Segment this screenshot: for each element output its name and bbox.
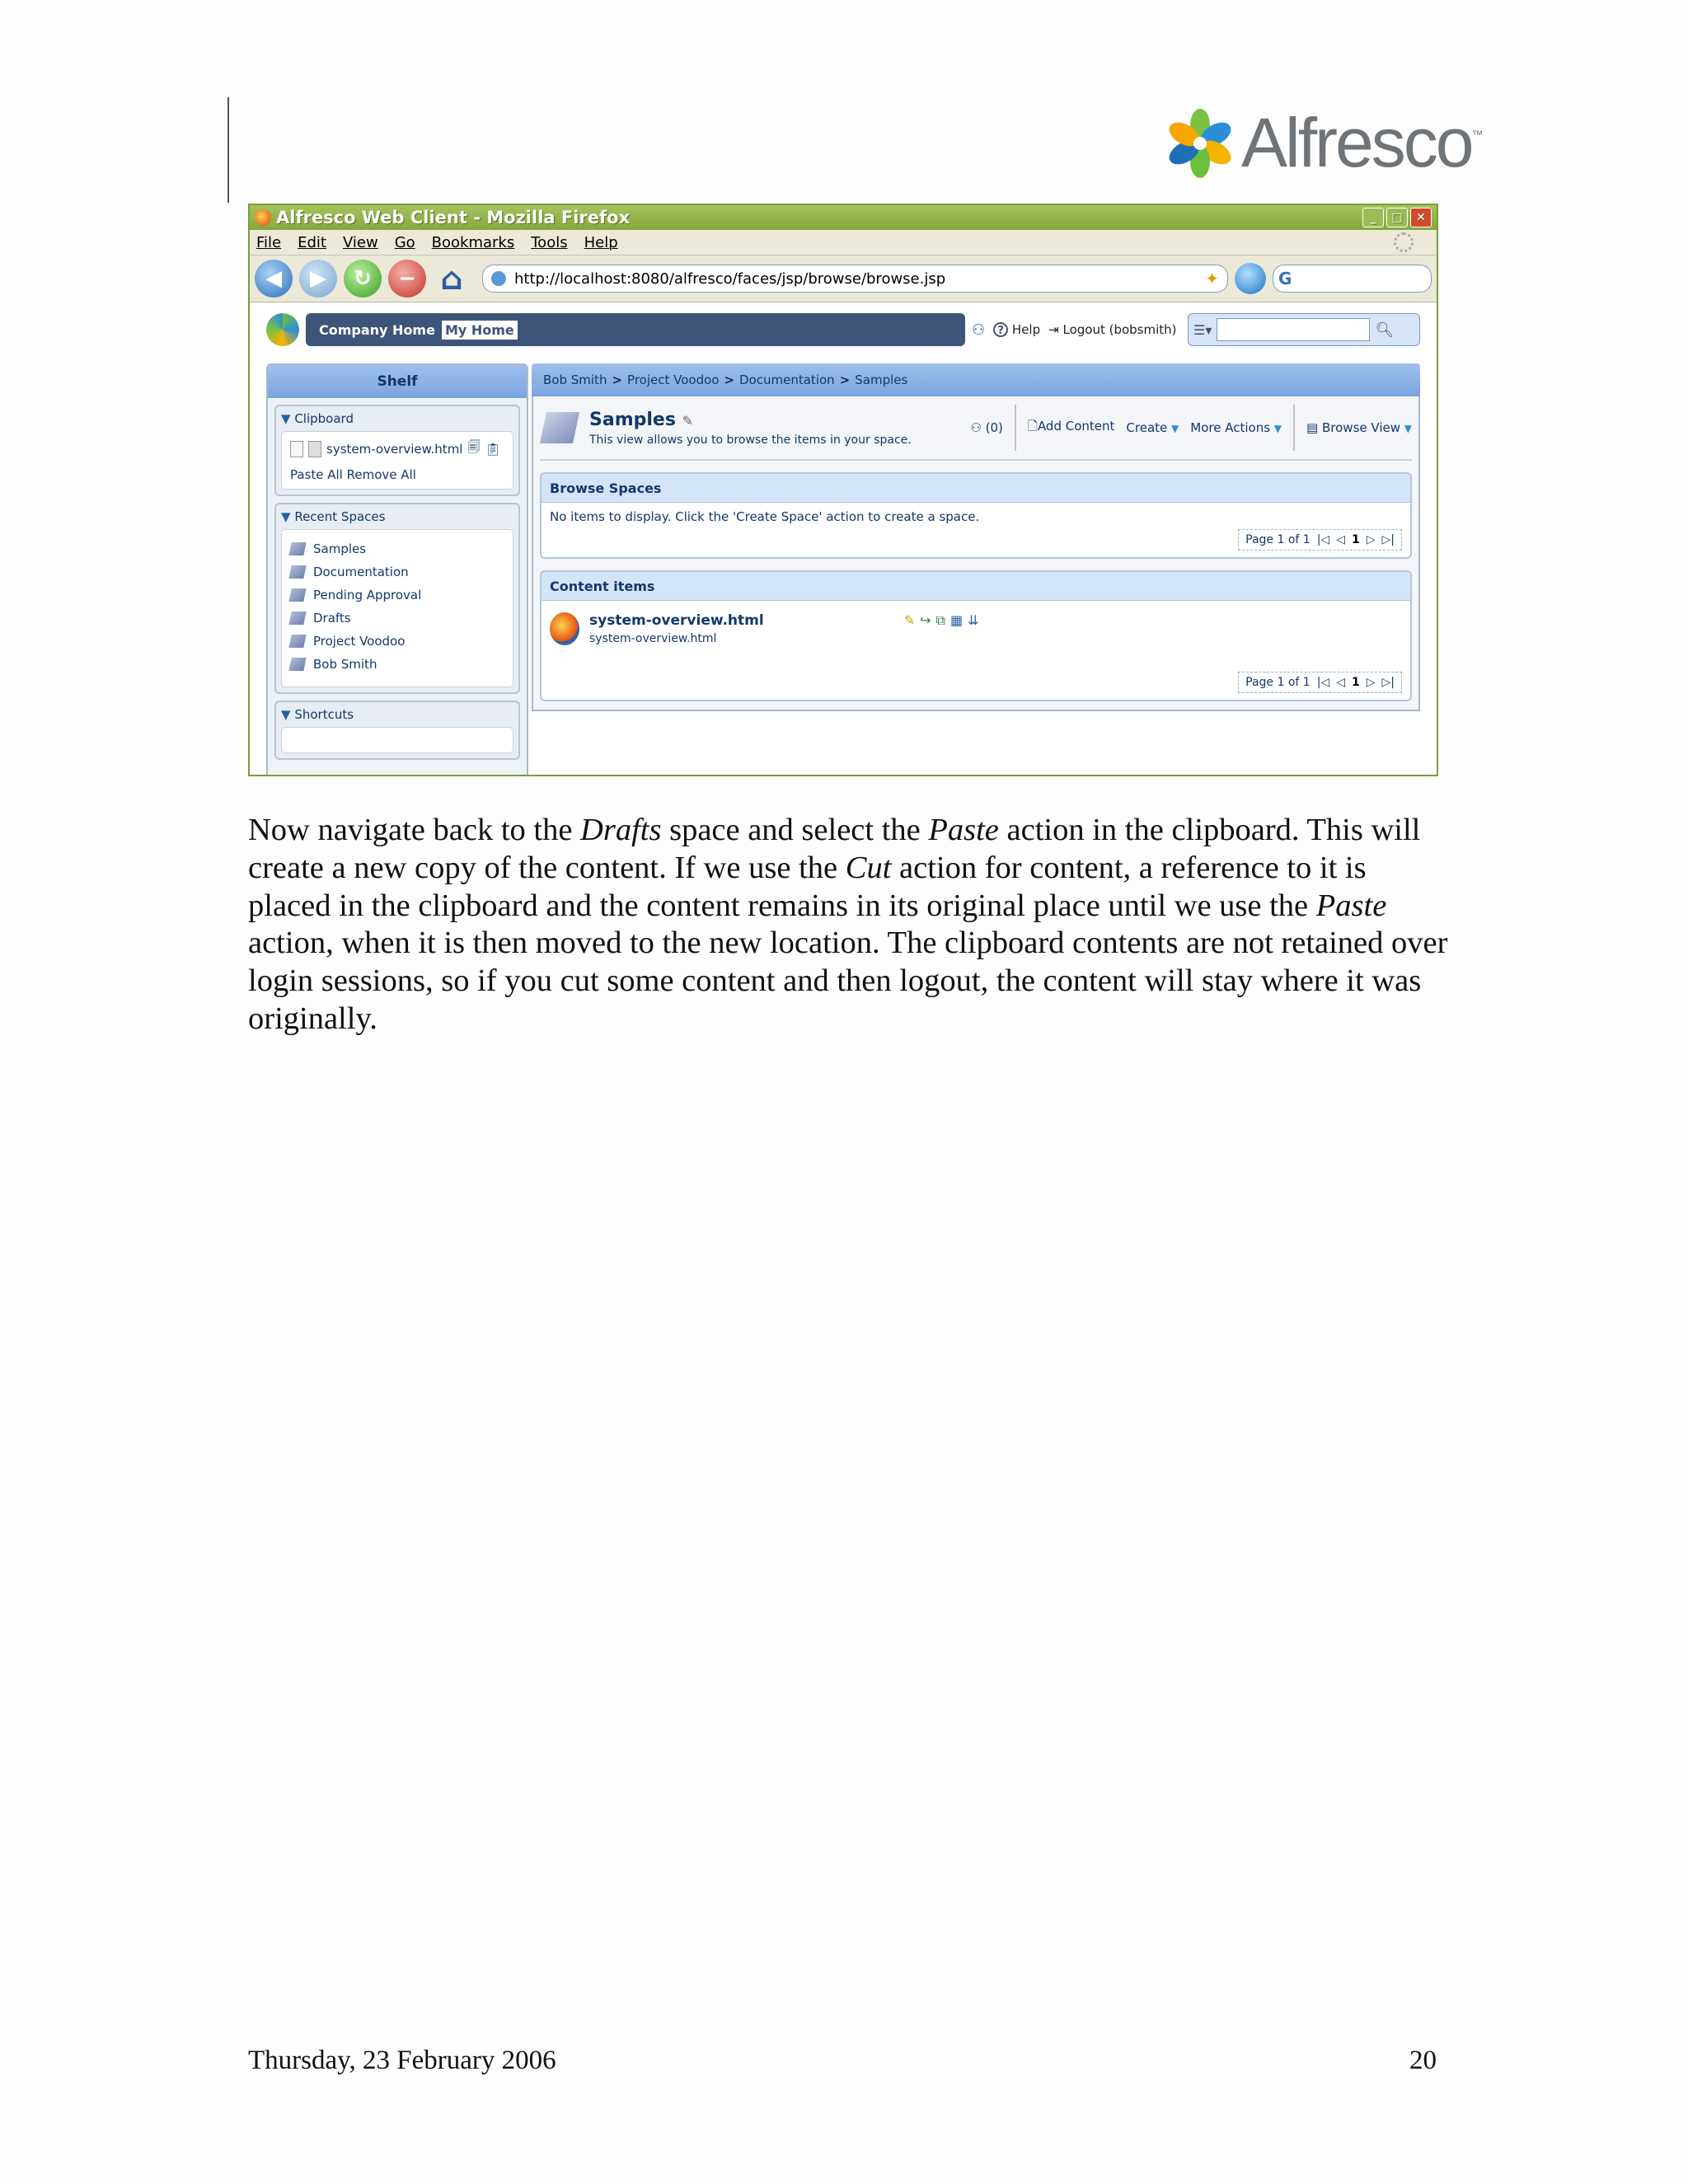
content-item-actions [904, 612, 979, 629]
content-item-description: system-overview.html [589, 632, 717, 645]
breadcrumb-separator: > [724, 373, 735, 387]
breadcrumb-separator: > [839, 373, 851, 387]
web-search-box[interactable] [1273, 265, 1432, 293]
recent-space-item[interactable] [290, 657, 504, 672]
users-count-label: (0) [985, 420, 1003, 435]
more-actions-label: More Actions [1190, 420, 1271, 435]
logo-trademark: ™ [1471, 128, 1484, 141]
recent-space-label: Drafts [313, 611, 351, 626]
browse-spaces-section [540, 472, 1412, 559]
menu-edit[interactable]: Edit [298, 233, 326, 251]
shelf-sidebar [266, 363, 528, 775]
address-bar[interactable] [482, 265, 1228, 293]
shortcuts-panel [274, 701, 520, 760]
menu-help[interactable]: Help [584, 233, 618, 251]
clipboard-item-name: system-overview.html [326, 441, 463, 457]
recent-space-item[interactable] [290, 634, 504, 649]
space-icon [288, 565, 306, 579]
next-page-icon[interactable]: ▷ [1366, 676, 1376, 689]
recent-space-item[interactable] [290, 541, 504, 556]
first-page-icon[interactable]: |◁ [1316, 676, 1330, 689]
space-icon [288, 658, 306, 671]
page-number[interactable]: 1 [1351, 676, 1360, 689]
space-icon [288, 612, 306, 625]
space-description: This view allows you to browse the items in your space. [589, 433, 912, 447]
emphasis: Cut [845, 850, 892, 885]
user-profile-icon[interactable]: ⚇ [972, 321, 986, 339]
add-content-label: Add Content [1037, 418, 1115, 434]
my-home-link[interactable]: My Home [442, 321, 518, 340]
content-items-section [540, 570, 1412, 701]
company-home-link[interactable]: Company Home [319, 321, 435, 338]
logout-link[interactable] [1048, 322, 1176, 337]
stop-button[interactable]: − [388, 260, 426, 298]
app-header [266, 312, 1420, 347]
space-header [540, 396, 1412, 461]
search-panel [1188, 313, 1420, 346]
margin-change-bar [227, 97, 229, 203]
remove-icon[interactable]: 📋︎ [485, 441, 501, 457]
users-count[interactable] [970, 420, 1002, 435]
body-paragraph [248, 812, 1451, 1038]
alfresco-app-logo-icon [266, 313, 299, 346]
help-label: Help [1011, 322, 1041, 337]
url-text: http://localhost:8080/alfresco/faces/jsp/browse/browse.jsp [514, 269, 946, 288]
first-page-icon[interactable]: |◁ [1316, 533, 1330, 546]
menu-tools[interactable]: Tools [531, 233, 568, 251]
breadcrumb-item[interactable]: Documentation [739, 373, 835, 387]
navigation-toolbar [250, 255, 1437, 302]
edit-icon[interactable]: ✎ [903, 612, 916, 628]
add-content-button[interactable] [1028, 418, 1115, 438]
divider [1293, 405, 1295, 451]
html-file-icon [308, 441, 321, 457]
clipboard-panel [274, 405, 520, 496]
recent-space-label: Project Voodoo [313, 634, 406, 649]
next-page-icon[interactable]: ▷ [1366, 533, 1376, 546]
shortcuts-title: Shortcuts [294, 707, 354, 722]
menu-view[interactable]: View [342, 233, 378, 251]
content-items-title: Content items [542, 572, 1410, 601]
breadcrumb-item[interactable]: Project Voodoo [627, 373, 720, 387]
throbber-icon [1394, 232, 1414, 252]
logout-icon: ⇥ [1048, 322, 1059, 337]
window-titlebar [250, 205, 1437, 230]
chevron-down-icon: ▼ [1171, 423, 1179, 434]
recent-space-label: Samples [313, 541, 367, 556]
text-run: Now navigate back to the [248, 813, 581, 847]
clipboard-item [290, 438, 504, 459]
create-label: Create [1126, 420, 1168, 435]
logo-text: Alfresco [1241, 104, 1472, 181]
recent-space-item[interactable] [290, 588, 504, 602]
shortcuts-toggle[interactable] [281, 707, 513, 722]
shortcuts-list [281, 727, 513, 753]
browse-view-menu[interactable] [1306, 420, 1412, 435]
search-input[interactable] [1217, 318, 1370, 341]
space-icon [288, 542, 306, 555]
copy-icon [290, 441, 303, 457]
home-location-bar [306, 313, 965, 346]
text-run: action for content, a reference to it is placed in the clipboard and the content remains in its original place until we use the [248, 850, 1367, 923]
alfresco-logo [1164, 103, 1483, 183]
clipboard-toggle[interactable] [281, 411, 513, 426]
minimize-button[interactable]: _ [1362, 208, 1384, 227]
breadcrumb [532, 363, 1420, 396]
paste-all-link[interactable]: Paste All [290, 467, 343, 482]
remove-all-link[interactable]: Remove All [346, 467, 416, 482]
update-icon[interactable]: ↪ [920, 612, 931, 628]
home-button[interactable]: ⌂ [440, 260, 463, 297]
pager [1238, 672, 1402, 693]
recent-space-label: Pending Approval [313, 588, 422, 602]
footer-date: Thursday, 23 February 2006 [248, 2046, 556, 2075]
page-info: Page 1 of 1 [1245, 676, 1311, 689]
forward-button[interactable]: ▶ [299, 260, 337, 298]
content-item-name[interactable]: system-overview.html [589, 612, 764, 629]
collapse-triangle-icon: ▼ [281, 411, 291, 426]
content-item-row [550, 612, 1402, 645]
go-button[interactable] [1235, 263, 1266, 294]
browser-window-screenshot [248, 204, 1438, 776]
emphasis: Drafts [580, 813, 662, 847]
menu-bar [250, 230, 1437, 255]
google-icon: G [1278, 269, 1292, 288]
chevron-down-icon: ▼ [1273, 423, 1282, 434]
space-title: Samples [589, 409, 676, 430]
more-actions-menu[interactable] [1190, 420, 1282, 435]
search-options-icon[interactable]: ☰▾ [1193, 321, 1212, 338]
clipboard-title: Clipboard [294, 411, 354, 426]
alfresco-flower-icon [1164, 107, 1236, 180]
last-page-icon[interactable]: ▷| [1381, 676, 1395, 689]
reload-button[interactable]: ↻ [344, 260, 382, 298]
page-icon [491, 271, 506, 286]
menu-bookmarks[interactable]: Bookmarks [431, 233, 515, 251]
help-icon: ? [993, 322, 1008, 337]
text-run: space and select the [661, 813, 929, 847]
alfresco-page [250, 302, 1437, 775]
page-number[interactable]: 1 [1351, 533, 1360, 546]
main-content [532, 363, 1420, 775]
recent-spaces-toggle[interactable] [281, 509, 513, 524]
details-icon[interactable]: ▦ [950, 612, 964, 628]
last-page-icon[interactable]: ▷| [1381, 533, 1395, 546]
emphasis: Paste [928, 813, 999, 847]
empty-message: No items to display. Click the 'Create Space' action to create a space. [550, 509, 980, 524]
users-icon: ⚇ [970, 420, 982, 435]
copy-icon[interactable]: ⧉ [935, 612, 945, 628]
window-title: Alfresco Web Client - Mozilla Firefox [276, 208, 631, 227]
add-content-icon: 🗋 [1027, 418, 1038, 434]
recent-spaces-title: Recent Spaces [294, 509, 386, 524]
paste-icon[interactable]: 🗐 [467, 439, 481, 454]
view-icon: ▤ [1306, 420, 1319, 435]
shelf-title: Shelf [268, 365, 527, 398]
close-button[interactable]: ✕ [1410, 208, 1432, 227]
breadcrumb-item[interactable]: Bob Smith [543, 373, 607, 387]
text-run: action, when it is then moved to the new location. The clipboard contents are not retained over login sessions, so if you cut some content and then logout, the content will stay where it was originally. [248, 926, 1448, 1036]
menu-file[interactable]: File [256, 233, 282, 251]
menu-go[interactable]: Go [394, 233, 415, 251]
emphasis: Paste [1315, 888, 1387, 923]
search-icon[interactable]: 🔍︎ [1375, 321, 1395, 339]
prev-page-icon[interactable]: ◁ [1336, 676, 1345, 689]
prev-page-icon[interactable]: ◁ [1336, 533, 1345, 546]
html-document-icon [550, 612, 579, 645]
text-run: action in the clipboard. This will create a new copy of the content. If we use the [248, 813, 1421, 885]
maximize-button[interactable]: □ [1386, 208, 1408, 227]
create-menu[interactable] [1126, 420, 1179, 435]
collapse-triangle-icon: ▼ [281, 707, 291, 722]
pager [1238, 529, 1402, 551]
recent-space-item[interactable] [290, 565, 504, 579]
divider [1015, 405, 1016, 451]
page-info: Page 1 of 1 [1245, 533, 1311, 546]
space-details-icon[interactable]: ✎ [682, 412, 693, 429]
logout-label: Logout (bobsmith) [1062, 322, 1177, 337]
help-link[interactable] [993, 322, 1040, 337]
recent-space-label: Bob Smith [313, 657, 377, 672]
collapse-triangle-icon: ▼ [281, 509, 291, 524]
firefox-icon [255, 209, 271, 226]
space-icon [288, 588, 306, 602]
back-button[interactable]: ◀ [255, 260, 293, 298]
breadcrumb-separator: > [612, 373, 623, 387]
more-icon[interactable]: ⇊ [968, 612, 979, 628]
browse-view-label: Browse View [1322, 420, 1400, 435]
recent-spaces-panel [274, 503, 520, 694]
page-number-footer: 20 [1409, 2046, 1437, 2075]
recent-space-item[interactable] [290, 611, 504, 626]
browse-spaces-title: Browse Spaces [542, 474, 1410, 503]
space-icon [288, 635, 306, 648]
recent-space-label: Documentation [313, 565, 409, 579]
space-large-icon [540, 412, 579, 443]
chevron-down-icon: ▼ [1404, 423, 1412, 434]
breadcrumb-item[interactable]: Samples [855, 373, 908, 387]
bookmark-star-icon[interactable]: ✦ [1205, 269, 1219, 288]
